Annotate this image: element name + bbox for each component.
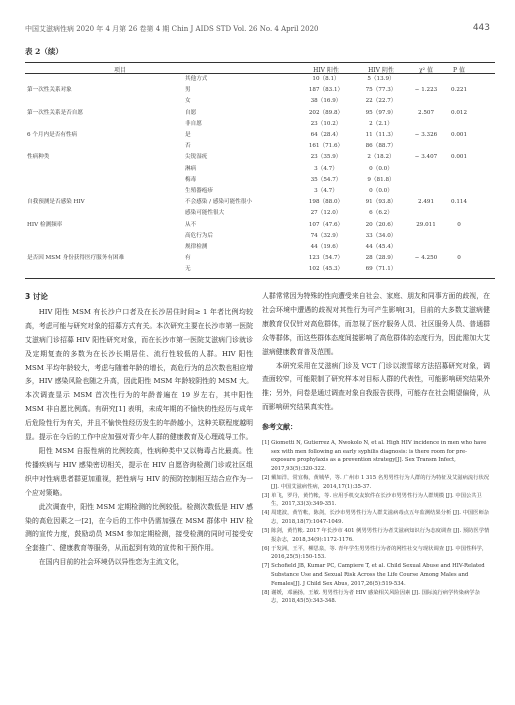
cell-hiv-positive: 161（71.6） [308, 143, 344, 150]
cell-p-value: 0.114 [450, 199, 468, 206]
reference-item: [4] 周建波，黄竹帐，陈剑，长沙市男男性行为人群艾滋病毒点五年监测结果分析 [J]. 中国医师杂志，2018,18(7):1047-1049. [262, 510, 490, 525]
cell-hiv-negative: 95（97.9） [365, 109, 397, 116]
cell-hiv-negative: 69（71.1） [365, 266, 397, 273]
cell-hiv-negative: 28（28.9） [365, 255, 397, 262]
col-header-item: 项目 [113, 67, 127, 74]
reference-item: [5] 陈剑，黄竹帐. 2017 年长沙市 401 例男男性行为者艾滋病知识行为态度调查 [J]. 预防医学情报杂志，2018,34(9):1172-1176. [262, 528, 490, 543]
cell-chi-square: 29.011 [416, 221, 436, 228]
cell-chi-square: − 3.326 [414, 132, 438, 138]
cell-hiv-negative: 86（88.7） [365, 143, 397, 150]
cell-p-value: 0.221 [450, 87, 468, 94]
table-top-rule [25, 62, 495, 63]
cell-hiv-negative: 0（0.0） [369, 165, 393, 172]
cell-p-value: 0 [457, 255, 461, 262]
left-column [25, 290, 253, 570]
cell-hiv-positive: 198（88.0） [308, 199, 344, 206]
cell-chi-square: − 4.250 [414, 255, 438, 262]
cell-hiv-negative: 0（0.0） [369, 188, 393, 194]
cell-hiv-positive: 44（19.6） [310, 244, 342, 250]
right-column [262, 290, 490, 606]
cell-subcategory: 有 [185, 255, 191, 262]
col-header-p-value: P 值 [453, 67, 465, 74]
cell-hiv-positive: 35（54.7） [310, 176, 342, 183]
cell-hiv-negative: 20（20.6） [365, 221, 397, 228]
cell-hiv-positive: 3（4.7） [314, 188, 338, 194]
cell-subcategory: 自愿 [185, 109, 197, 116]
reference-item: [3] 单飞，罗丹，黄竹帐，等. 应用手机交友软件在长沙市男男性行为人群规模 [J]. 中国公共卫生，2017,33(3):349-351. [262, 492, 482, 508]
cell-subcategory: 女 [185, 98, 191, 105]
journal-line: 中国艾滋病性病 2020 年 4 月第 26 卷第 4 期 Chin J AIDS STD Vol. 26 No. 4 April 2020 [25, 25, 319, 33]
cell-p-value: 0.001 [450, 132, 468, 138]
paragraph: 此次调查中，阳性 MSM 定期检测的比例较低。检测次数低是 HIV 感染的高危因素之一[2]，在今后的工作中仍需加强在 MSM 群体中 HIV 检测的宣传力度，鼓励动员 MSM 参加定期检测，接受检测的同时可接受安全套推广、健康教育等服务，从而起到有效的宣传和干预作用。 [25, 502, 253, 553]
cell-subcategory: 规律检测 [185, 244, 208, 250]
cell-hiv-negative: 2（2.1） [369, 120, 393, 127]
cell-hiv-positive: 38（16.9） [310, 98, 342, 105]
cell-item: 第一次性关系是否自愿 [27, 109, 83, 116]
cell-hiv-negative: 2（18.2） [367, 154, 395, 161]
cell-hiv-negative: 33（34.0） [365, 232, 397, 239]
cell-hiv-negative: 5（13.9） [367, 76, 395, 82]
reference-item: [1] Giometti N, Gutierrez A, Nwokolo N, et al. High HIV incidence in men who have sex with men following an early syphilis diagnosis: is there room for pre-exposure prophylaxis as a prevention strategy[J]. Sex Transm Infect, 2017,93(5):320-322. [262, 440, 487, 472]
table-caption: 表 2（续） [25, 47, 63, 56]
cell-subcategory: 是 [185, 132, 191, 138]
cell-hiv-positive: 10（8.1） [312, 76, 340, 82]
col-header-hiv-positive: HIV 阳性 [313, 67, 339, 74]
cell-item: 性病种类 [27, 154, 50, 161]
cell-subcategory: 其他方式 [185, 76, 208, 82]
data-table [25, 62, 495, 280]
cell-subcategory: 生殖器疱疹 [185, 188, 213, 194]
cell-item: 6 个月内是否有性病 [27, 132, 78, 138]
cell-hiv-negative: 6（6.2） [369, 210, 393, 217]
cell-subcategory: 男 [185, 87, 191, 94]
cell-chi-square: 2.491 [417, 199, 435, 206]
reference-item: [7] Schofield JB, Kumar PC, Campiere T, et al. Child Sexual Abuse and HIV-Related Substance Use and Sexual Risk Across the Life Course Among Males and Females[J]. J Child Sex Abus, 2017,26(5):519-534. [262, 563, 485, 587]
cell-hiv-positive: 102（45.3） [308, 266, 344, 273]
cell-hiv-positive: 23（10.2） [310, 120, 342, 127]
cell-hiv-positive: 3（4.7） [314, 165, 338, 172]
cell-item: 是否因 MSM 身份获得医疗服务有困难 [27, 255, 125, 262]
cell-subcategory: 不会感染 / 感染可能性很小 [185, 199, 252, 206]
references-title: 参考文献： [262, 423, 297, 432]
cell-p-value: 0.001 [450, 154, 468, 161]
cell-subcategory: 否 [185, 143, 191, 150]
page-number: 443 [472, 23, 490, 33]
cell-p-value: 0.012 [450, 109, 468, 116]
cell-hiv-positive: 123（54.7） [308, 255, 344, 262]
paragraph: 阳性 MSM 自报性病的比例较高，性病种类中又以梅毒占比最高。性传播疾病与 HIV 感染密切相关，提示在 HIV 自愿咨询检测门诊或社区组织中对性病患者群更加重视，把性病与 HIV 的预防控制相互结合应作为一个应对策略。 [25, 446, 253, 497]
cell-hiv-negative: 44（45.4） [365, 244, 397, 250]
cell-subcategory: 梅毒 [185, 176, 197, 183]
cell-item: HIV 检测频率 [27, 221, 63, 228]
section-title: 3 讨论 [25, 292, 48, 301]
cell-subcategory: 高危行为后 [185, 232, 213, 239]
cell-p-value: 0 [457, 221, 461, 228]
cell-subcategory: 淋病 [185, 165, 197, 172]
reference-item: [8] 谢媛，邓涵扬，王敏. 男男性行为者 HIV 感染相关风险因素 [J]. 国际流行病学传染病学杂志，2018,45(5):343-348. [262, 589, 480, 605]
cell-chi-square: − 1.223 [414, 87, 438, 94]
table-bottom-rule [25, 278, 495, 279]
cell-item: 自我预测是否感染 HIV [27, 199, 85, 206]
cell-hiv-negative: 22（22.7） [365, 98, 397, 105]
paragraph: 在国内目前的社会环境仍以异性恋为主流文化， [38, 558, 184, 567]
cell-subcategory: 尖锐湿疣 [185, 154, 208, 161]
cell-hiv-positive: 187（83.1） [308, 87, 344, 94]
cell-hiv-positive: 23（35.9） [310, 154, 342, 161]
cell-item: 第一次性关系对象 [27, 87, 72, 94]
paragraph: 人群常常因为特殊的性向遭受来自社会、家庭、朋友和同事方面的歧视，在社会环境中遭遇的歧视对其性行为可产生影响[3]，目前的大多数艾滋病健康教育仅仅针对高危群体，而忽视了医疗服务人员、社区服务人员、普通群众等群体，而这些群体态度间接影响了高危群体的态度行为，因此需加大艾滋病健康教育普及范围。 [262, 292, 490, 356]
paragraph: 本研究采用在艾滋病门诊及 VCT 门诊以滚雪球方法招募研究对象，调查面较窄，可能限制了研究样本对目标人群的代表性，可能影响研究结果外推；另外，问卷是通过调查对象自我报告获得，可能存在社会期望偏倚，从而影响研究结果真实性。 [262, 361, 490, 412]
running-header [25, 24, 490, 36]
cell-hiv-negative: 9（81.8） [367, 176, 395, 183]
cell-hiv-positive: 27（12.0） [310, 210, 342, 217]
cell-subcategory: 从不 [185, 221, 197, 228]
cell-hiv-negative: 91（93.8） [365, 199, 397, 206]
cell-hiv-positive: 107（47.6） [308, 221, 344, 228]
cell-hiv-negative: 11（11.3） [365, 132, 397, 138]
col-header-chi-square: χ² 值 [419, 67, 433, 74]
cell-subcategory: 感染可能性很大 [185, 210, 225, 217]
paragraph: HIV 阳性 MSM 有长沙户口者及在长沙居住时间≥ 1 年者比例均较高，考虑可能与研究对象的招募方式有关。本次研究主要在长沙市第一医院艾滋病门诊招募 HIV 阳性研究对象，而在长沙市第一医院艾滋病门诊就诊及定期复查的多数为在长沙长期居住、流行性较低的人群。HIV 阳性 MSM 平均年龄较大，考虑与随着年龄的增长，高危行为的总次数也相应增多，HIV 感染风险也随之升高，因此阳性 MSM 年龄较阴性的 MSM 大。本次调查显示 MSM 首次性行为的年龄普遍在 19 岁左右，其中阳性 MSM 非自愿比例高。有研究[1] 表明，未成年期的不愉快的性经历与成年后危险性行为有关，并且不愉快性经历发生的年龄越小，这种关联程度越明显。提示在今后的工作中应加强对青少年人群的健康教育及心理疏导工作。 [25, 307, 253, 442]
cell-chi-square: 2.507 [417, 109, 435, 116]
cell-hiv-positive: 202（89.8） [308, 109, 344, 116]
reference-item: [6] 于发洲，王平，柳思泉，等. 青年学生男男性行为者的网性社交与现状调查 [J]. 中国性科学，2016,25(5):150-153. [262, 545, 488, 561]
cell-subcategory: 无 [185, 266, 191, 273]
cell-chi-square: − 3.407 [414, 154, 438, 161]
cell-hiv-positive: 74（32.9） [310, 232, 342, 239]
cell-hiv-negative: 75（77.3） [365, 87, 397, 94]
cell-subcategory: 非自愿 [185, 120, 202, 127]
reference-item: [2] 戴如洋，常宜梅，黄城华，等. 广州市 1 315 名男男性行为人群的行为特征及艾滋病流行状况 [J]. 中国艾滋病性病，2014,17(1):35-37. [262, 474, 490, 490]
col-header-hiv-negative: HIV 阴性 [368, 67, 394, 74]
cell-hiv-positive: 64（28.4） [310, 132, 342, 138]
